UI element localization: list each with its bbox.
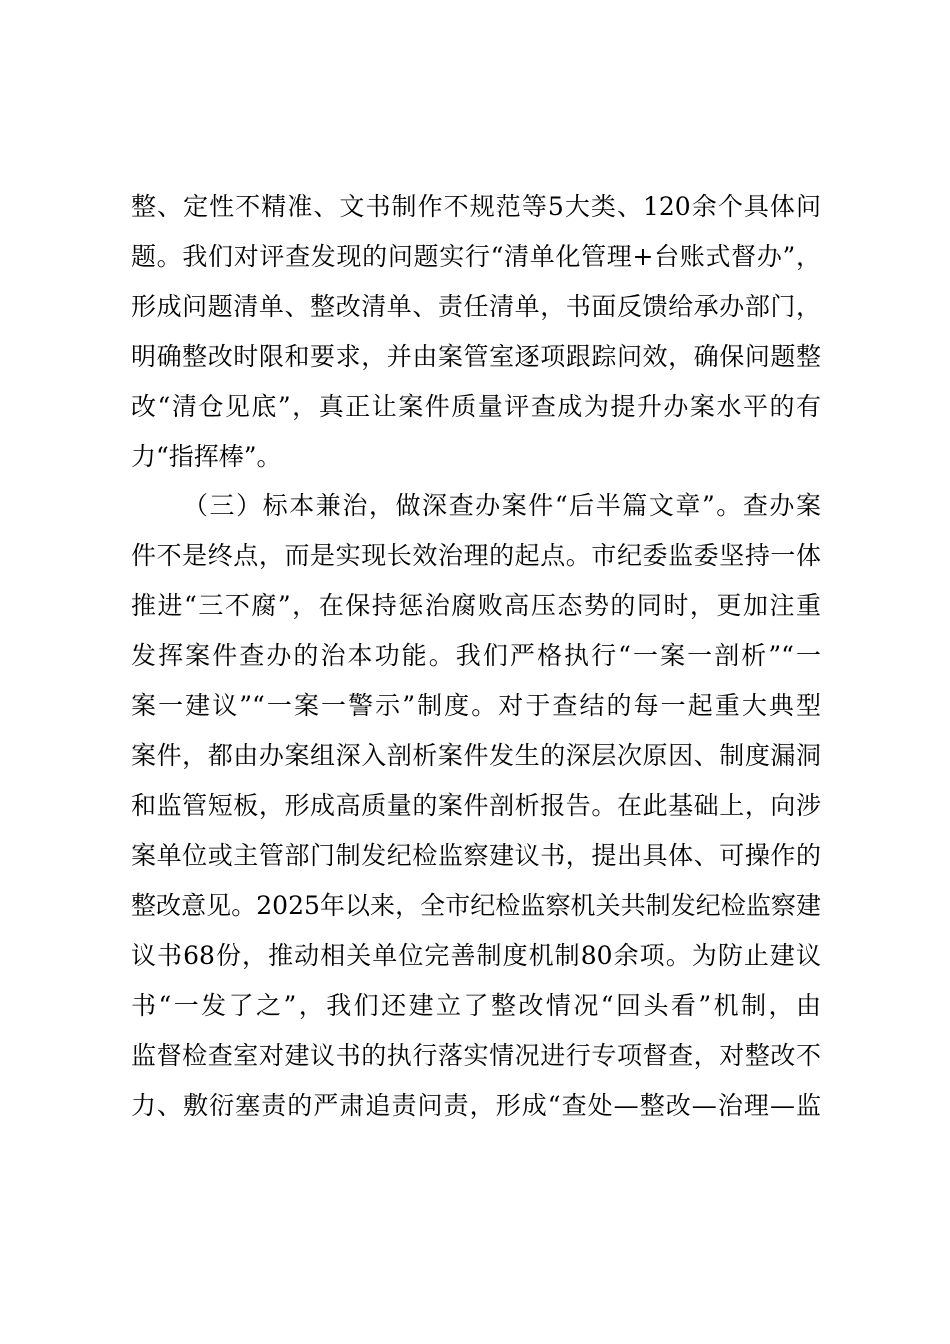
text-line: 力“指挥棒”。 (131, 442, 282, 471)
text-line: 案单位或主管部门制发纪检监察建议书，提出具体、可操作的 (131, 841, 821, 870)
paragraph-case-review-issues (131, 182, 821, 482)
text-line: 件不是终点，而是实现长效治理的起点。市纪委监委坚持一体 (131, 541, 821, 570)
text-line: 整改意见。2025年以来，全市纪检监察机关共制发纪检监察建 (131, 891, 821, 920)
text-line: 案一建议”“一案一警示”制度。对于查结的每一起重大典型 (131, 691, 821, 720)
text-line: 形成问题清单、整改清单、责任清单，书面反馈给承办部门， (131, 292, 821, 321)
text-line: 整、定性不精准、文书制作不规范等5大类、120余个具体问 (131, 192, 821, 221)
text-line: 监督检查室对建议书的执行落实情况进行专项督查，对整改不 (131, 1041, 821, 1070)
text-line: 推进“三不腐”，在保持惩治腐败高压态势的同时，更加注重 (131, 591, 821, 620)
paragraph-section-three (131, 481, 821, 1131)
text-line: 发挥案件查办的治本功能。我们严格执行“一案一剖析”“一 (131, 641, 821, 670)
text-line: 力、敷衍塞责的严肃追责问责，形成“查处—整改—治理—监 (131, 1091, 821, 1120)
text-line: 明确整改时限和要求，并由案管室逐项跟踪问效，确保问题整 (131, 342, 821, 371)
text-line: 案件，都由办案组深入剖析案件发生的深层次原因、制度漏洞 (131, 741, 821, 770)
text-line: 书“一发了之”，我们还建立了整改情况“回头看”机制，由 (131, 991, 821, 1020)
section-heading-line: （三）标本兼治，做深查办案件“后半篇文章”。查办案 (183, 491, 821, 520)
text-line: 题。我们对评查发现的问题实行“清单化管理+台账式督办”， (131, 242, 821, 271)
text-line: 议书68份，推动相关单位完善制度机制80余项。为防止建议 (131, 941, 821, 970)
text-line: 和监管短板，形成高质量的案件剖析报告。在此基础上，向涉 (131, 791, 821, 820)
text-line: 改“清仓见底”，真正让案件质量评查成为提升办案水平的有 (131, 392, 821, 421)
